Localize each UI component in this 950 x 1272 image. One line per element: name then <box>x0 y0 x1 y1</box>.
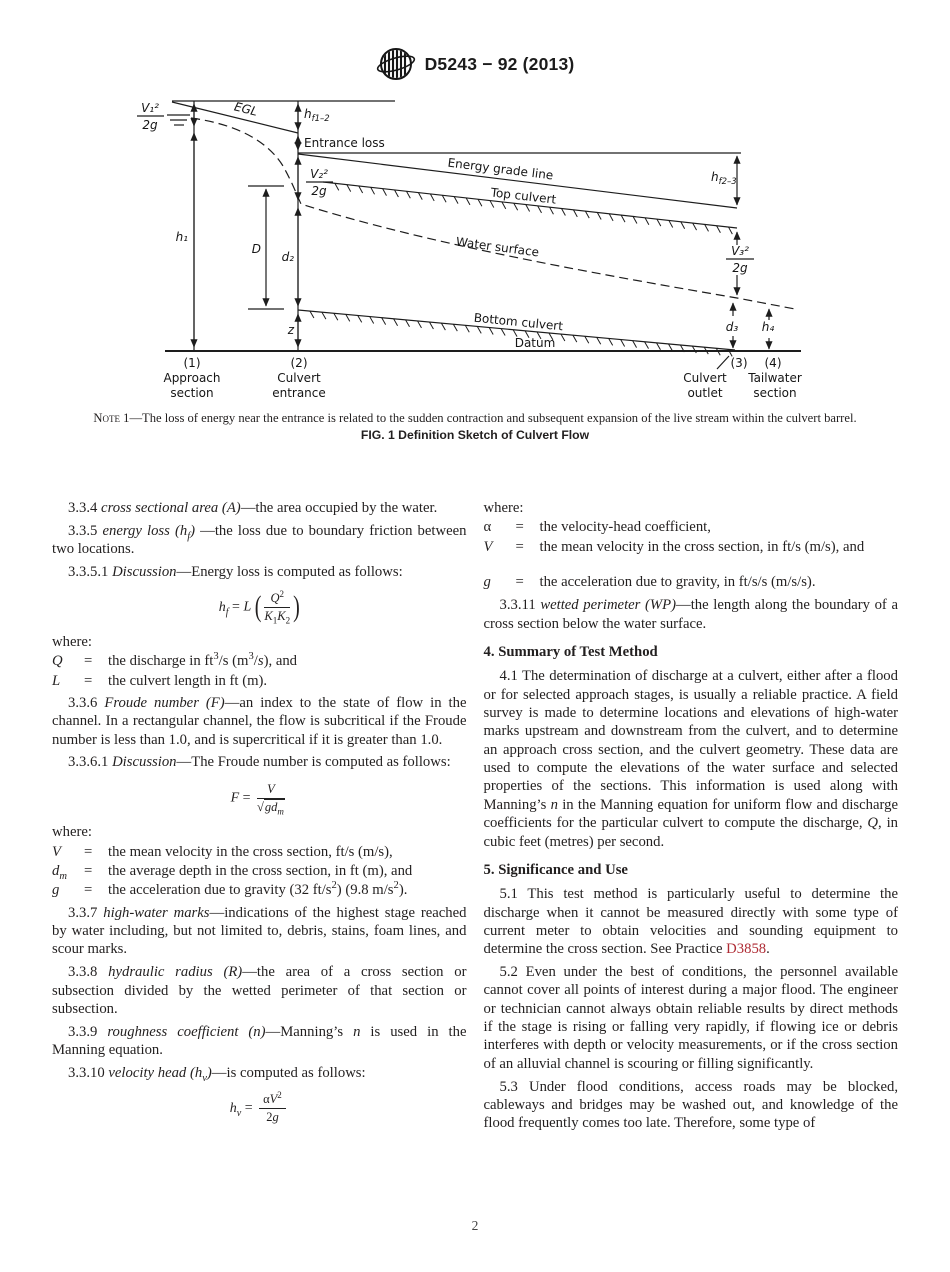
equation-energy-loss: $h_f = L$ ( $\frac{Q^2}{K_1K_2}$ ) <box>218 589 300 626</box>
svg-text:Culvert: Culvert <box>277 371 321 385</box>
body-columns <box>52 499 898 1137</box>
svg-text:Tailwater: Tailwater <box>748 371 802 385</box>
para-3.3.10: 3.3.10 velocity head $(h_v)—is$ computed as follows: <box>68 1064 366 1084</box>
label-h4: h₄ <box>761 320 775 334</box>
label-bottom-culvert: Bottom culvert <box>473 310 564 334</box>
para-5.3: 5.3 Under flood conditions, access roads may be blocked, cableways and bridges may be washed out, and knowledge of the flood frequently comes too late. Therefore, some type of <box>483 1078 898 1132</box>
label-z: z <box>287 323 294 337</box>
section-heading-4-summary: 4. Summary of Test Method <box>483 644 658 661</box>
para-3.3.7: 3.3.7 high-water marks—indications of the highest stage reached by water including, but not limited to, debris, stains, foam lines, and scour marks. <box>52 904 467 958</box>
label-datum: Datum <box>514 336 556 350</box>
figure-note <box>0 411 950 426</box>
para-3.3.5: 3.3.5 energy loss $(h_f)$ —the loss due to boundary friction between two locations. <box>52 522 467 558</box>
svg-text:(2): (2) <box>290 356 308 370</box>
svg-text:(1): (1) <box>183 356 201 370</box>
para-3.3.6.1: 3.3.6.1 Discussion—The Froude number is computed as follows: <box>68 754 451 771</box>
para-3.3.9: 3.3.9 roughness coefficient (n)—Manning’s n is used in the Manning equation. <box>52 1023 467 1059</box>
para-3.3.4: 3.3.4 cross sectional area (A)—the area occupied by the water. <box>68 500 438 516</box>
para-3.3.5.1: 3.3.5.1 Discussion—Energy loss is computed as follows: <box>68 564 403 581</box>
svg-text:Approach: Approach <box>163 371 221 385</box>
label-egl: EGL <box>232 99 260 119</box>
label-v2-head-denominator: 2g <box>311 184 327 198</box>
svg-text:section: section <box>753 386 797 400</box>
label-hf-2-3: $h_{f2-3}$ <box>711 170 737 187</box>
astm-logo-icon <box>376 44 416 84</box>
para-3.3.11: 3.3.11 wetted perimeter (WP)—the length along the boundary of a cross section below the water surface. <box>483 597 898 632</box>
label-v3-head-numerator: V₃² <box>731 244 749 258</box>
right-column <box>484 499 899 1137</box>
note-text: —The loss of energy near the entrance is related to the sudden contraction and subsequent expansion of the live stream within the culvert barrel. <box>129 411 857 425</box>
para-5.2: 5.2 Even under the best of conditions, the personnel available cannot cover all points of interest during a major flood. The engineer or technician cannot always obtain reliable results by direct methods if the stage is rising or falling very rapidly, if flowing ice or debris interferes with depth or velocity measurements, or if the cross section of an alluvial channel is scouring or filling significantly. <box>483 964 898 1072</box>
definition-row: g = the acceleration due to gravity (32 $ft/s^2$) (9.8 $m/s^2$). <box>52 880 408 899</box>
definition-row: g = the acceleration due to gravity, in ft/s/s (m/s/s). <box>483 574 816 591</box>
water-surface-line <box>191 118 795 309</box>
label-energy-grade-line: Energy grade line <box>446 155 555 183</box>
label-top-culvert: Top culvert <box>490 185 557 207</box>
definition-row: α = the velocity-head coefficient, <box>483 519 711 536</box>
label-v1-head-denominator: 2g <box>142 118 158 132</box>
label-hf-1-2: $h_{f1-2}$ <box>304 107 330 124</box>
equation-velocity-head: $h_v$ = $\frac{\alpha V^2}{2g}$ <box>52 1092 467 1125</box>
label-d3: d₃ <box>725 320 739 334</box>
svg-text:(4): (4) <box>764 356 782 370</box>
figure-caption: FIG. 1 Definition Sketch of Culvert Flow <box>360 428 590 442</box>
practice-d3858-link[interactable]: D3858 <box>726 941 767 958</box>
svg-text:section: section <box>170 386 214 400</box>
label-D: D <box>251 242 261 256</box>
definition-row: $d_m$ = the average depth in the cross section, in ft (m), and <box>52 862 413 882</box>
figure-geometry <box>137 101 801 369</box>
para-4.1: 4.1 The determination of discharge at a culvert, either after a flood or for selected approach stages, is usually a reliable practice. A field survey is made to determine locations and elevations of high-water marks upstream and downstream from the culvert, and to determine an approach cross section, and the culvert geometry. These data are used to compute the elevations of the water surface and selected properties of the sections. This information is used along with Manning’s n in the Manning equation for uniform flow and discharge coefficients for the particular culvert to compute the discharge, Q, in cubic feet (metres) per second. <box>483 668 898 850</box>
svg-text:entrance: entrance <box>272 386 326 400</box>
label-v1-head-numerator: V₁² <box>141 101 159 115</box>
para-5.1: 5.1 This test method is particularly useful to determine the discharge when it cannot be measured directly with some type of current meter to obtain velocities and sounding equipment to determine the cross section. See Practice D3858. <box>483 886 898 958</box>
page-number: 2 <box>471 1218 479 1233</box>
label-v3-head-denominator: 2g <box>732 261 748 275</box>
definition-row: L = the culvert length in ft (m). <box>52 672 268 689</box>
water-surface-marker <box>167 115 190 125</box>
label-v2-head-numerator: V₂² <box>310 167 328 181</box>
where-label: where: <box>483 500 524 516</box>
note-label: Note 1 <box>93 411 130 425</box>
label-entrance-loss: Entrance loss <box>304 136 385 150</box>
definition-row: V = the mean velocity in the cross section, ft/s (m/s), <box>52 843 393 860</box>
para-3.3.8: 3.3.8 hydraulic radius (R)—the area of a cross section or subsection divided by the wetted perimeter of that section or subsection. <box>52 964 467 1017</box>
svg-text:(3): (3) <box>730 356 748 370</box>
label-water-surface: Water surface <box>455 234 540 260</box>
svg-text:Culvert: Culvert <box>683 371 727 385</box>
section-heading-5-significance: 5. Significance and Use <box>483 861 628 878</box>
definition-row: V = the mean velocity in the cross section, in ft/s (m/s), and <box>483 538 865 555</box>
standard-designation: D5243 − 92 (2013) <box>424 53 575 74</box>
section-labels <box>163 356 801 400</box>
where-label: where: <box>52 824 92 841</box>
svg-text:outlet: outlet <box>687 386 723 400</box>
page-header <box>0 44 950 84</box>
outlet-pointer-line <box>717 356 729 369</box>
where-label: where: <box>52 633 92 650</box>
equation-froude-number: F = $\frac{V}{√gd_m}$ <box>230 781 284 817</box>
left-column <box>52 499 467 1137</box>
figure-1-culvert-flow-sketch <box>125 86 825 411</box>
definition-row: Q = the discharge in $ft^3/s$ $(m^3/s)$, and <box>52 651 298 670</box>
label-d2: d₂ <box>281 250 294 264</box>
label-h1: h₁ <box>175 230 188 244</box>
para-3.3.6: 3.3.6 Froude number (F)—an index to the state of flow in the channel. In a rectangular channel, the flow is subcritical if the Froude number is less than 1.0, and is supercritical if it is greater than 1.0. <box>52 694 467 748</box>
